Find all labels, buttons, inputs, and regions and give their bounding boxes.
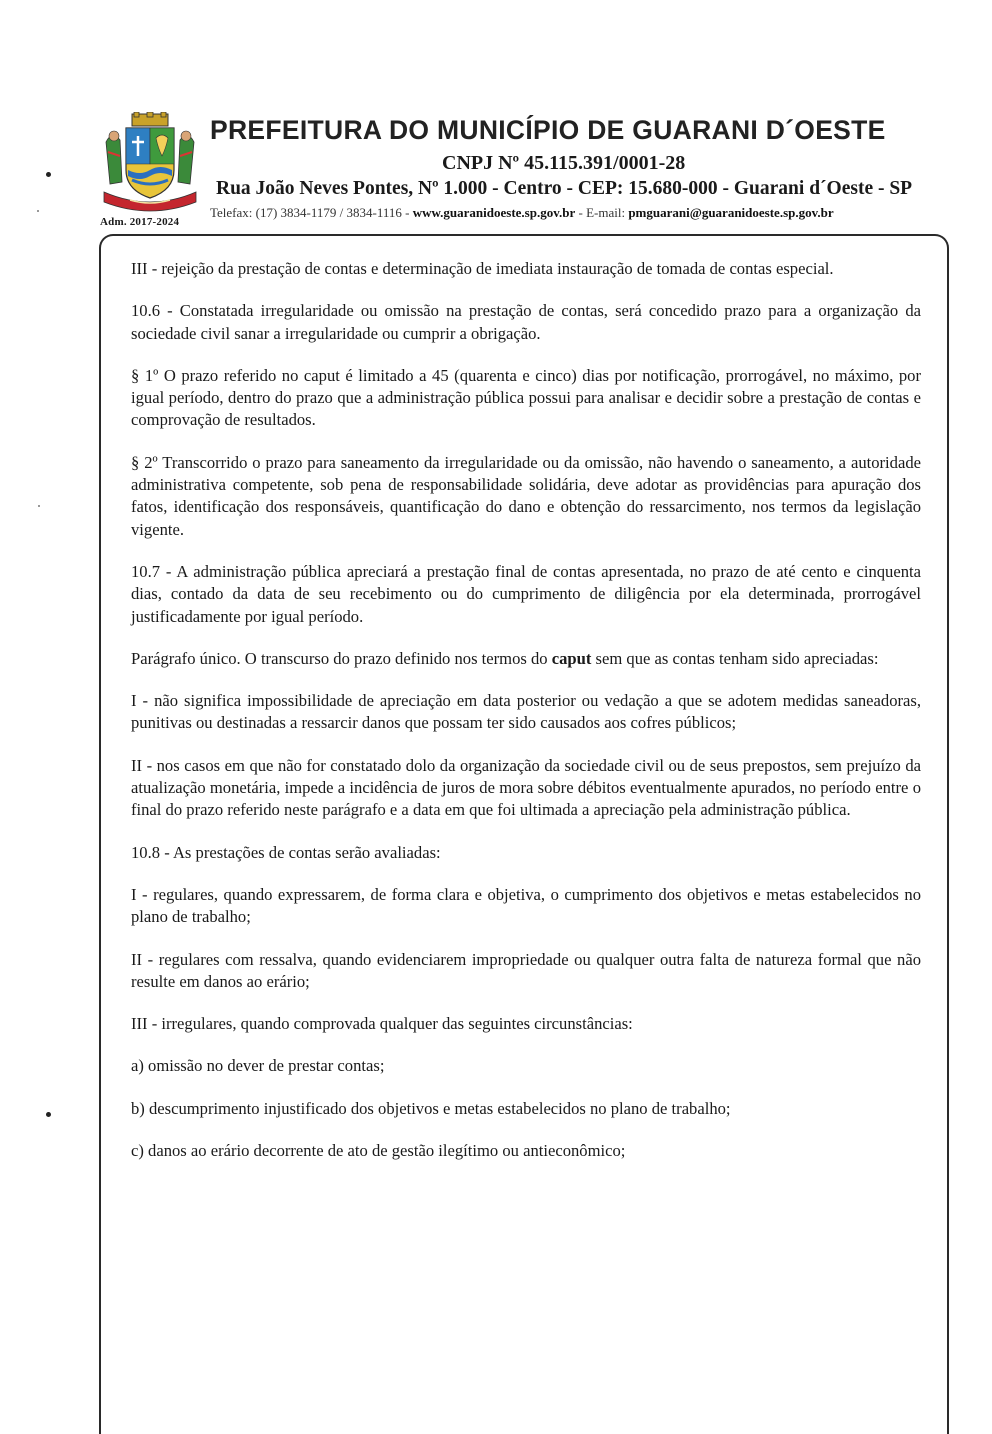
scan-speck [38,505,40,507]
paragraph-10-8: 10.8 - As prestações de contas serão avaliadas: [131,842,441,862]
municipality-title: PREFEITURA DO MUNICÍPIO DE GUARANI D´OESTE [210,115,886,145]
document-body [131,258,921,1182]
sole-paragraph-caput: caput [551,648,592,668]
paragraph-10-6-section-2: § 2º Transcorrido o prazo para saneamento da irregularidade ou da omissão, não havendo o saneamento, a autoridade administrativa competente, sob pena de responsabilidade solidária, deve adotar as providências para apuração dos fatos, identificação dos responsáveis, quantificação do dano e obtenção do ressarcimento, nos termos da legislação vigente. [131,452,921,539]
paragraph-10-8-item-ii: II - regulares com ressalva, quando evidenciarem impropriedade ou qualquer outra falta de natureza formal que não resulte em danos ao erário; [131,949,921,991]
paragraph-iii-rejection: III - rejeição da prestação de contas e determinação de imediata instauração de tomada de contas especial. [131,259,834,278]
email-label: - E-mail: [575,205,629,220]
scan-speck [46,172,51,177]
scan-speck [37,210,39,212]
paragraph-10-6-section-1: § 1º O prazo referido no caput é limitado a 45 (quarenta e cinco) dias por notificação, prorrogável, no máximo, por igual período, dentro do prazo que a administração pública possui para analisar e decidir sobre a prestação de contas e comprovação de resultados. [131,365,921,430]
municipality-address: Rua João Neves Pontes, Nº 1.000 - Centro - CEP: 15.680-000 - Guarani d´Oeste - SP [216,178,913,199]
telefax-text: Telefax: (17) 3834-1179 / 3834-1116 - [210,205,413,220]
cnpj-number: CNPJ Nº 45.115.391/0001-28 [442,152,686,174]
paragraph-item-b: b) descumprimento injustificado dos objetivos e metas estabelecidos no plano de trabalho; [131,1098,731,1118]
contact-line [210,205,834,221]
paragraph-10-6: 10.6 - Constatada irregularidade ou omissão na prestação de contas, será concedido prazo para a organização da sociedade civil sanar a irregularidade ou cumprir a obrigação. [131,301,921,343]
scan-speck [46,1112,51,1117]
email-link[interactable]: pmguarani@guaranidoeste.sp.gov.br [628,205,834,220]
paragraph-10-7: 10.7 - A administração pública apreciará a prestação final de contas apresentada, no prazo de até cento e cinquenta dias, contado da data de seu recebimento ou do cumprimento de diligência por ela determinada, prorrogável justificadamente por igual período. [131,561,921,626]
paragraph-item-a: a) omissão no dever de prestar contas; [131,1056,385,1076]
sole-paragraph-text-end: sem que as contas tenham sido apreciadas: [591,648,879,668]
paragraph-10-8-item-i: I - regulares, quando expressarem, de forma clara e objetiva, o cumprimento dos objetivos e metas estabelecidos no plano de trabalho; [131,884,921,927]
paragraph-item-c: c) danos ao erário decorrente de ato de gestão ilegítimo ou antieconômico; [131,1141,626,1161]
paragraph-sole [131,648,921,670]
website-link[interactable]: www.guaranidoeste.sp.gov.br [412,205,576,220]
municipal-coat-of-arms-icon [100,112,200,212]
administration-period: Adm. 2017-2024 [100,216,180,228]
paragraph-sole-item-i: I - não significa impossibilidade de apreciação em data posterior ou vedação a que se adotem medidas saneadoras, punitivas ou destinadas a ressarcir danos que possam ter sido causados aos cofres públicos; [131,691,921,733]
paragraph-10-8-item-iii: III - irregulares, quando comprovada qualquer das seguintes circunstâncias: [131,1014,633,1034]
sole-paragraph-text-start: Parágrafo único. O transcurso do prazo definido nos termos do [131,648,552,668]
paragraph-sole-item-ii: II - nos casos em que não for constatado dolo da organização da sociedade civil ou de seus prepostos, sem prejuízo da atualização monetária, impede a incidência de juros de mora sobre débitos eventualmente apurados, no período entre o final do prazo referido neste parágrafo e a data em que foi ultimada a apreciação pela administração pública. [131,755,921,820]
